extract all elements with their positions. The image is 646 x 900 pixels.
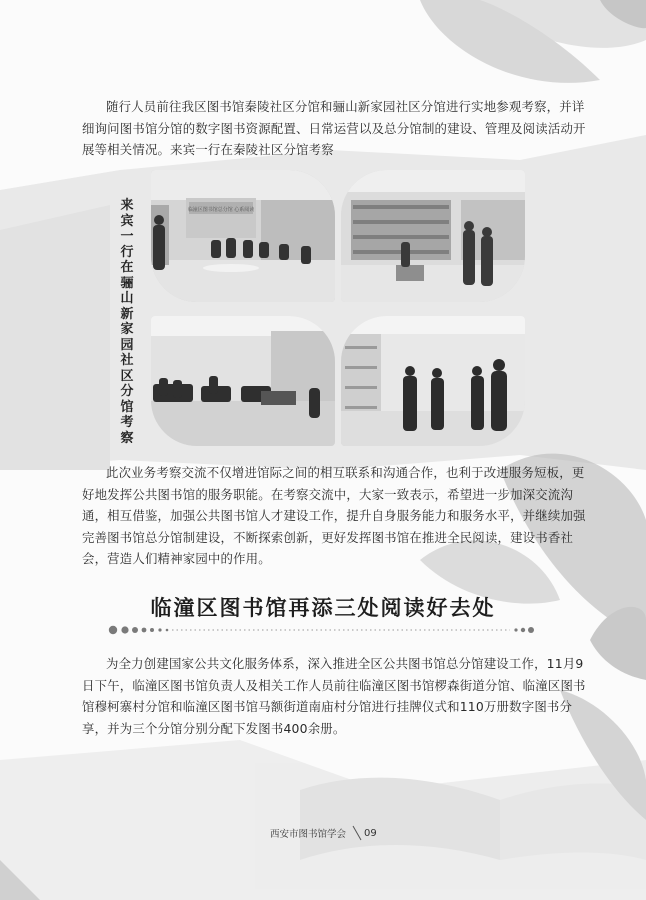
- left-shade: [0, 205, 110, 470]
- leaf-decoration-top: [420, 0, 646, 83]
- page-number: 09: [364, 827, 377, 839]
- photo-banner-text: 临潼区图书馆总分馆 心系阅读: [187, 207, 255, 213]
- photo-reading-room-bookshelves: [341, 170, 525, 302]
- publication-name: 西安市图书馆学会: [270, 829, 347, 840]
- title-divider: [109, 626, 534, 634]
- section-title: 临潼区图书馆再添三处阅读好去处: [150, 596, 496, 620]
- section-paragraph: 为全力创建国家公共文化服务体系，深入推进全区公共图书馆总分馆建设工作，11月9日下午，临潼区图书馆负责人及相关工作人员前往临潼区图书馆椤森街道分馆、临潼区图书馆穆柯寨村分馆和临潼区图书馆马额街道南庙村分馆进行挂牌仪式和110万册数字图书分享，并为三个分馆分别分配下发图书400余册。: [82, 656, 586, 736]
- intro-paragraph: 随行人员前往我区图书馆秦陵社区分馆和骊山新家园社区分馆进行实地参观考察，并详细询问图书馆分馆的数字图书资源配置、日常运营以及总分馆制的建设、管理及阅读活动开展等相关情况。来宾一行在秦陵社区分馆考察: [82, 99, 586, 157]
- page-footer: [266, 824, 377, 842]
- footer-slash-separator: [352, 824, 362, 842]
- photo-qinling-branch-visit: [151, 170, 335, 302]
- middle-paragraph: 此次业务考察交流不仅增进馆际之间的相互联系和沟通合作，也利于改进服务短板，更好地发挥公共图书馆的服务职能。在考察交流中，大家一致表示，希望进一步加深交流沟通，相互借鉴，加强公共图书馆人才建设工作，提升自身服务能力和服务水平，并继续加强完善图书馆总分馆制建设，不断探索创新，更好发挥图书馆在推进全民阅读，建设书香社会，营造人们精神家园中的作用。: [82, 465, 586, 566]
- vertical-photo-caption: 来宾一行在骊山新家园社区分馆考察: [120, 198, 134, 446]
- photo-lishan-visitors-standing: [341, 316, 525, 446]
- photo-lishan-lounge: [151, 316, 335, 446]
